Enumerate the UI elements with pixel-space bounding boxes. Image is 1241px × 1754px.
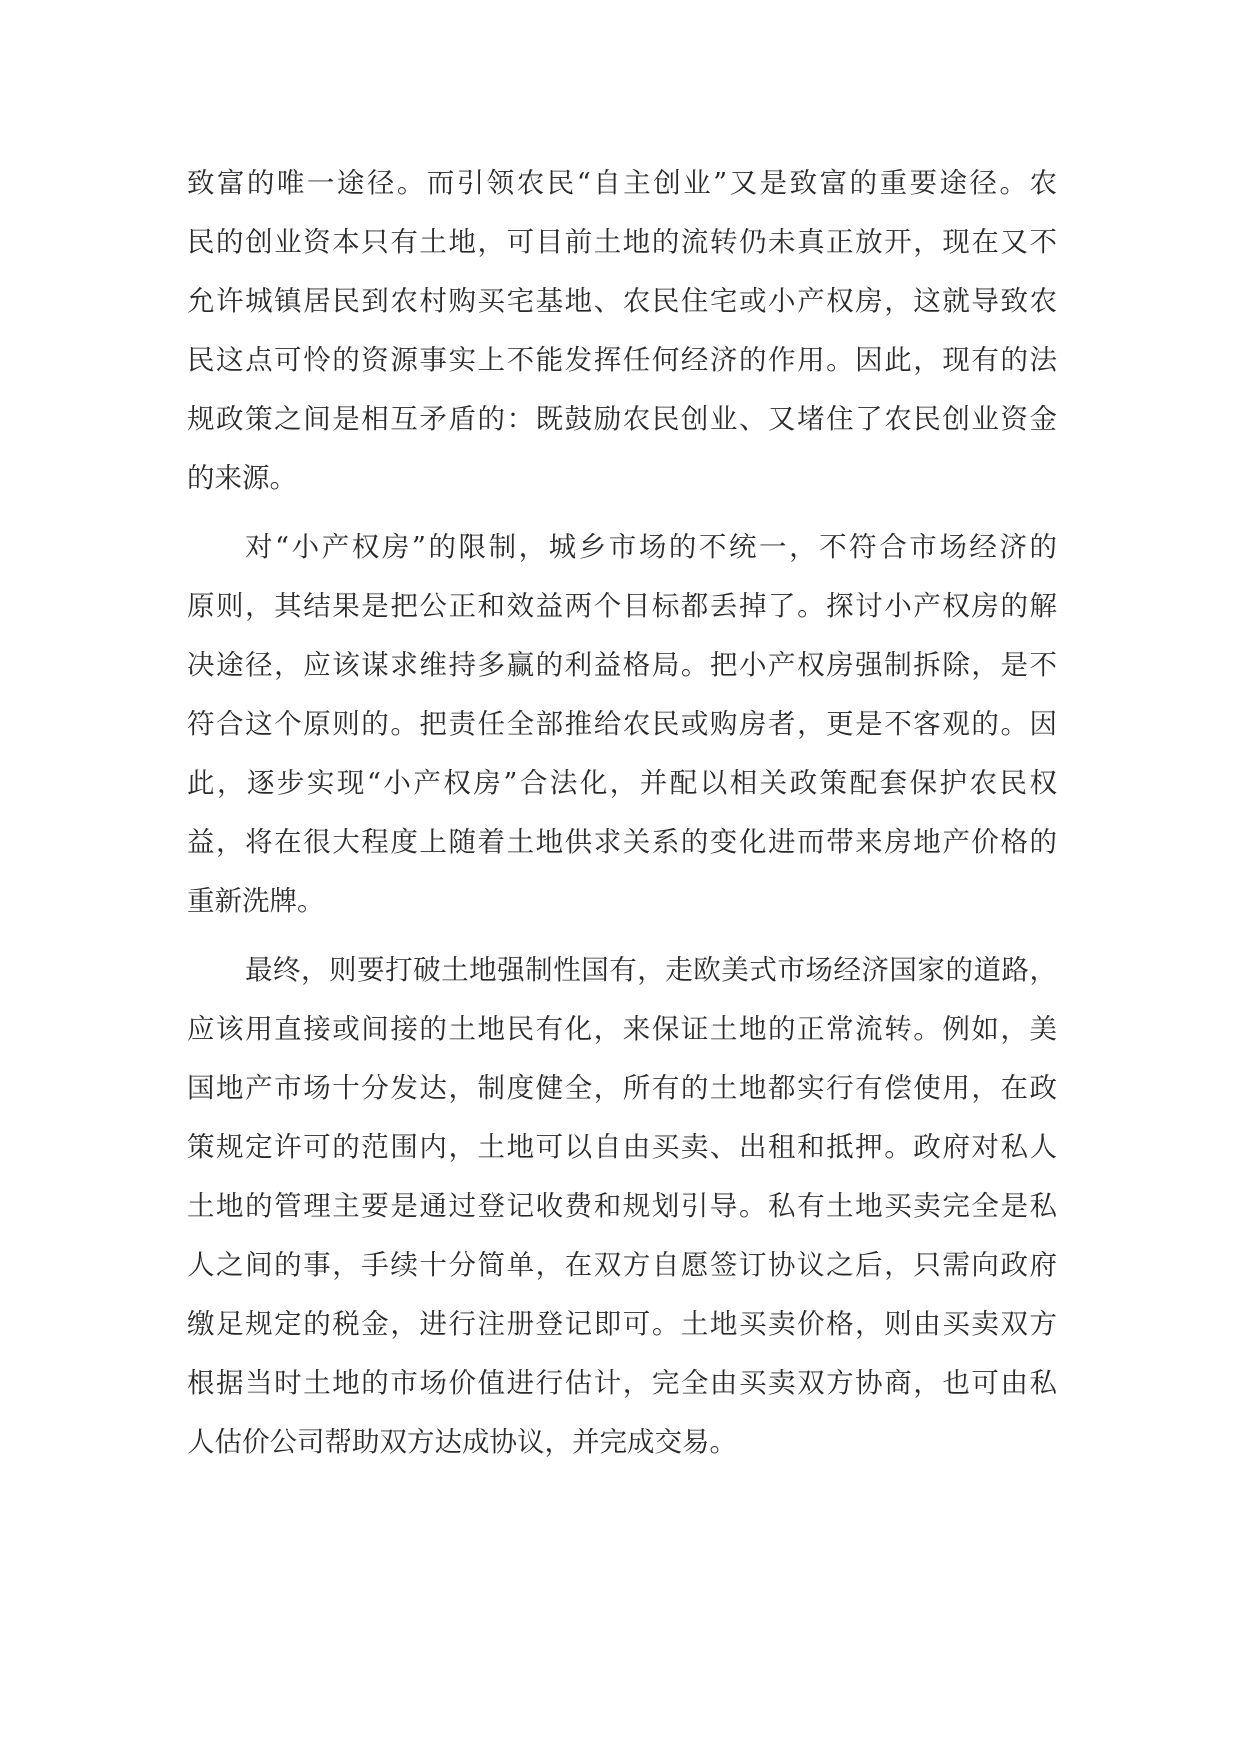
- text-line: 决途径，应该谋求维持多赢的利益格局。把小产权房强制拆除，是不: [187, 649, 1057, 681]
- text-line: 允许城镇居民到农村购买宅基地、农民住宅或小产权房，这就导致农: [187, 285, 1057, 317]
- paragraph-gap: [187, 931, 1057, 941]
- text-line: 符合这个原则的。把责任全部推给农民或购房者，更是不客观的。因: [187, 708, 1057, 740]
- text-line: 对“小产权房”的限制，城乡市场的不统一，不符合市场经济的: [245, 531, 1057, 563]
- paragraph-2: [187, 518, 1057, 931]
- paragraph-1: [187, 154, 1057, 508]
- text-line: 土地的管理主要是通过登记收费和规划引导。私有土地买卖完全是私: [187, 1190, 1057, 1222]
- text-line: 最终，则要打破土地强制性国有，走欧美式市场经济国家的道路，: [245, 954, 1057, 986]
- document-body: [187, 154, 1057, 1472]
- text-line: 民这点可怜的资源事实上不能发挥任何经济的作用。因此，现有的法: [187, 344, 1057, 376]
- text-line: 根据当时土地的市场价值进行估计，完全由买卖双方协商，也可由私: [187, 1367, 1057, 1399]
- text-line: 缴足规定的税金，进行注册登记即可。土地买卖价格，则由买卖双方: [187, 1308, 1057, 1340]
- text-line: 此，逐步实现“小产权房”合法化，并配以相关政策配套保护农民权: [187, 767, 1057, 799]
- text-line: 原则，其结果是把公正和效益两个目标都丢掉了。探讨小产权房的解: [187, 590, 1057, 622]
- text-line: 重新洗牌。: [187, 885, 325, 917]
- text-line: 民的创业资本只有土地，可目前土地的流转仍未真正放开，现在又不: [187, 226, 1057, 258]
- text-line: 规政策之间是相互矛盾的：既鼓励农民创业、又堵住了农民创业资金: [187, 403, 1057, 435]
- text-line: 益，将在很大程度上随着土地供求关系的变化进而带来房地产价格的: [187, 826, 1057, 858]
- text-line: 策规定许可的范围内，土地可以自由买卖、出租和抵押。政府对私人: [187, 1131, 1057, 1163]
- text-line: 人之间的事，手续十分简单，在双方自愿签订协议之后，只需向政府: [187, 1249, 1057, 1281]
- paragraph-3: [187, 941, 1057, 1472]
- text-line: 应该用直接或间接的土地民有化，来保证土地的正常流转。例如，美: [187, 1013, 1057, 1045]
- text-line: 致富的唯一途径。而引领农民“自主创业”又是致富的重要途径。农: [187, 167, 1057, 199]
- paragraph-gap: [187, 508, 1057, 518]
- text-line: 的来源。: [187, 462, 297, 494]
- text-line: 国地产市场十分发达，制度健全，所有的土地都实行有偿使用，在政: [187, 1072, 1057, 1104]
- text-line: 人估价公司帮助双方达成协议，并完成交易。: [187, 1426, 737, 1458]
